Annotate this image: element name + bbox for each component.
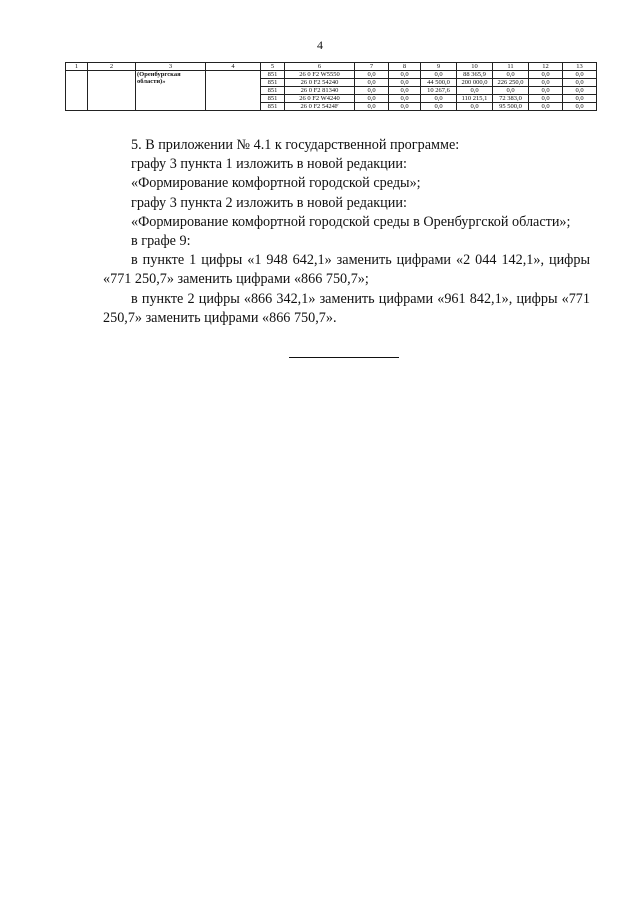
table-cell: 0,0: [355, 79, 389, 87]
table-cell: 10 267,6: [421, 87, 457, 95]
paragraph: графу 3 пункта 1 изложить в новой редакции:: [131, 156, 407, 173]
table-cell: 851: [261, 87, 285, 95]
table-header-cell: 2: [88, 63, 136, 71]
table-cell: 851: [261, 95, 285, 103]
table-cell: 0,0: [457, 87, 493, 95]
table-cell: 226 250,0: [493, 79, 529, 87]
table-cell: 0,0: [421, 71, 457, 79]
table-cell: 0,0: [529, 71, 563, 79]
table-cell: 0,0: [529, 87, 563, 95]
paragraph: в пункте 2 цифры «866 342,1» заменить цифрами «961 842,1», цифры «771 250,7» заменить цифрами «866 750,7».: [103, 290, 590, 326]
table-header-row: [66, 63, 597, 71]
page-number: 4: [317, 38, 323, 52]
table-cell: 0,0: [389, 79, 421, 87]
table-header-cell: 3: [136, 63, 206, 71]
table-cell-program-name: (Оренбургская области)»: [136, 71, 206, 111]
table-header-cell: 6: [285, 63, 355, 71]
table-cell: 851: [261, 71, 285, 79]
table-cell: 0,0: [355, 103, 389, 111]
table-cell: 0,0: [389, 87, 421, 95]
table-cell: 851: [261, 79, 285, 87]
table-header-cell: 9: [421, 63, 457, 71]
table-cell: 88 365,9: [457, 71, 493, 79]
table-cell: 0,0: [355, 95, 389, 103]
table-cell: 0,0: [529, 79, 563, 87]
table-cell: 200 000,0: [457, 79, 493, 87]
document-body: [103, 136, 590, 328]
table-cell: 0,0: [389, 103, 421, 111]
table-cell: 0,0: [563, 87, 597, 95]
paragraph: «Формирование комфортной городской среды»;: [131, 175, 421, 192]
table-cell: 0,0: [563, 103, 597, 111]
paragraph: в графе 9:: [131, 233, 191, 250]
table-cell: 44 500,0: [421, 79, 457, 87]
table-header-cell: 5: [261, 63, 285, 71]
table-cell-col4: [206, 71, 261, 111]
table-cell: 0,0: [493, 71, 529, 79]
table-header-cell: 12: [529, 63, 563, 71]
closing-divider: [289, 357, 399, 358]
table-header-cell: 4: [206, 63, 261, 71]
paragraph: графу 3 пункта 2 изложить в новой редакции:: [131, 194, 407, 211]
table-cell-col2: [88, 71, 136, 111]
table-header-cell: 10: [457, 63, 493, 71]
table-cell: 0,0: [389, 71, 421, 79]
table-header-cell: 11: [493, 63, 529, 71]
table-cell: 26 0 F2 W4240: [285, 95, 355, 103]
table-cell-col1: [66, 71, 88, 111]
table-cell: 0,0: [563, 71, 597, 79]
paragraph: в пункте 1 цифры «1 948 642,1» заменить цифрами «2 044 142,1», цифры «771 250,7» заменить цифрами «866 750,7»;: [103, 252, 590, 288]
table-cell: 26 0 F2 W5550: [285, 71, 355, 79]
table-cell: 0,0: [421, 103, 457, 111]
table-cell: 0,0: [421, 95, 457, 103]
table-cell: 26 0 F2 54240: [285, 79, 355, 87]
table-cell: 26 0 F2 81340: [285, 87, 355, 95]
table-row: [66, 71, 597, 79]
paragraph: 5. В приложении № 4.1 к государственной программе:: [131, 137, 460, 153]
table-cell: 26 0 F2 5424F: [285, 103, 355, 111]
table-cell: 72 383,0: [493, 95, 529, 103]
table-cell: 0,0: [563, 79, 597, 87]
budget-table: [65, 62, 597, 111]
table-cell: 0,0: [457, 103, 493, 111]
table-header-cell: 8: [389, 63, 421, 71]
table-header-cell: 13: [563, 63, 597, 71]
table-header-cell: 7: [355, 63, 389, 71]
table-cell: 0,0: [355, 71, 389, 79]
table-cell: 0,0: [389, 95, 421, 103]
table-cell: 851: [261, 103, 285, 111]
table-cell: 0,0: [529, 95, 563, 103]
paragraph: «Формирование комфортной городской среды в Оренбургской области»;: [131, 213, 571, 230]
table-cell: 0,0: [355, 87, 389, 95]
table-cell: 0,0: [493, 87, 529, 95]
table-cell: 110 215,1: [457, 95, 493, 103]
table-cell: 0,0: [529, 103, 563, 111]
table-header-cell: 1: [66, 63, 88, 71]
table-cell: 95 500,0: [493, 103, 529, 111]
table-cell: 0,0: [563, 95, 597, 103]
